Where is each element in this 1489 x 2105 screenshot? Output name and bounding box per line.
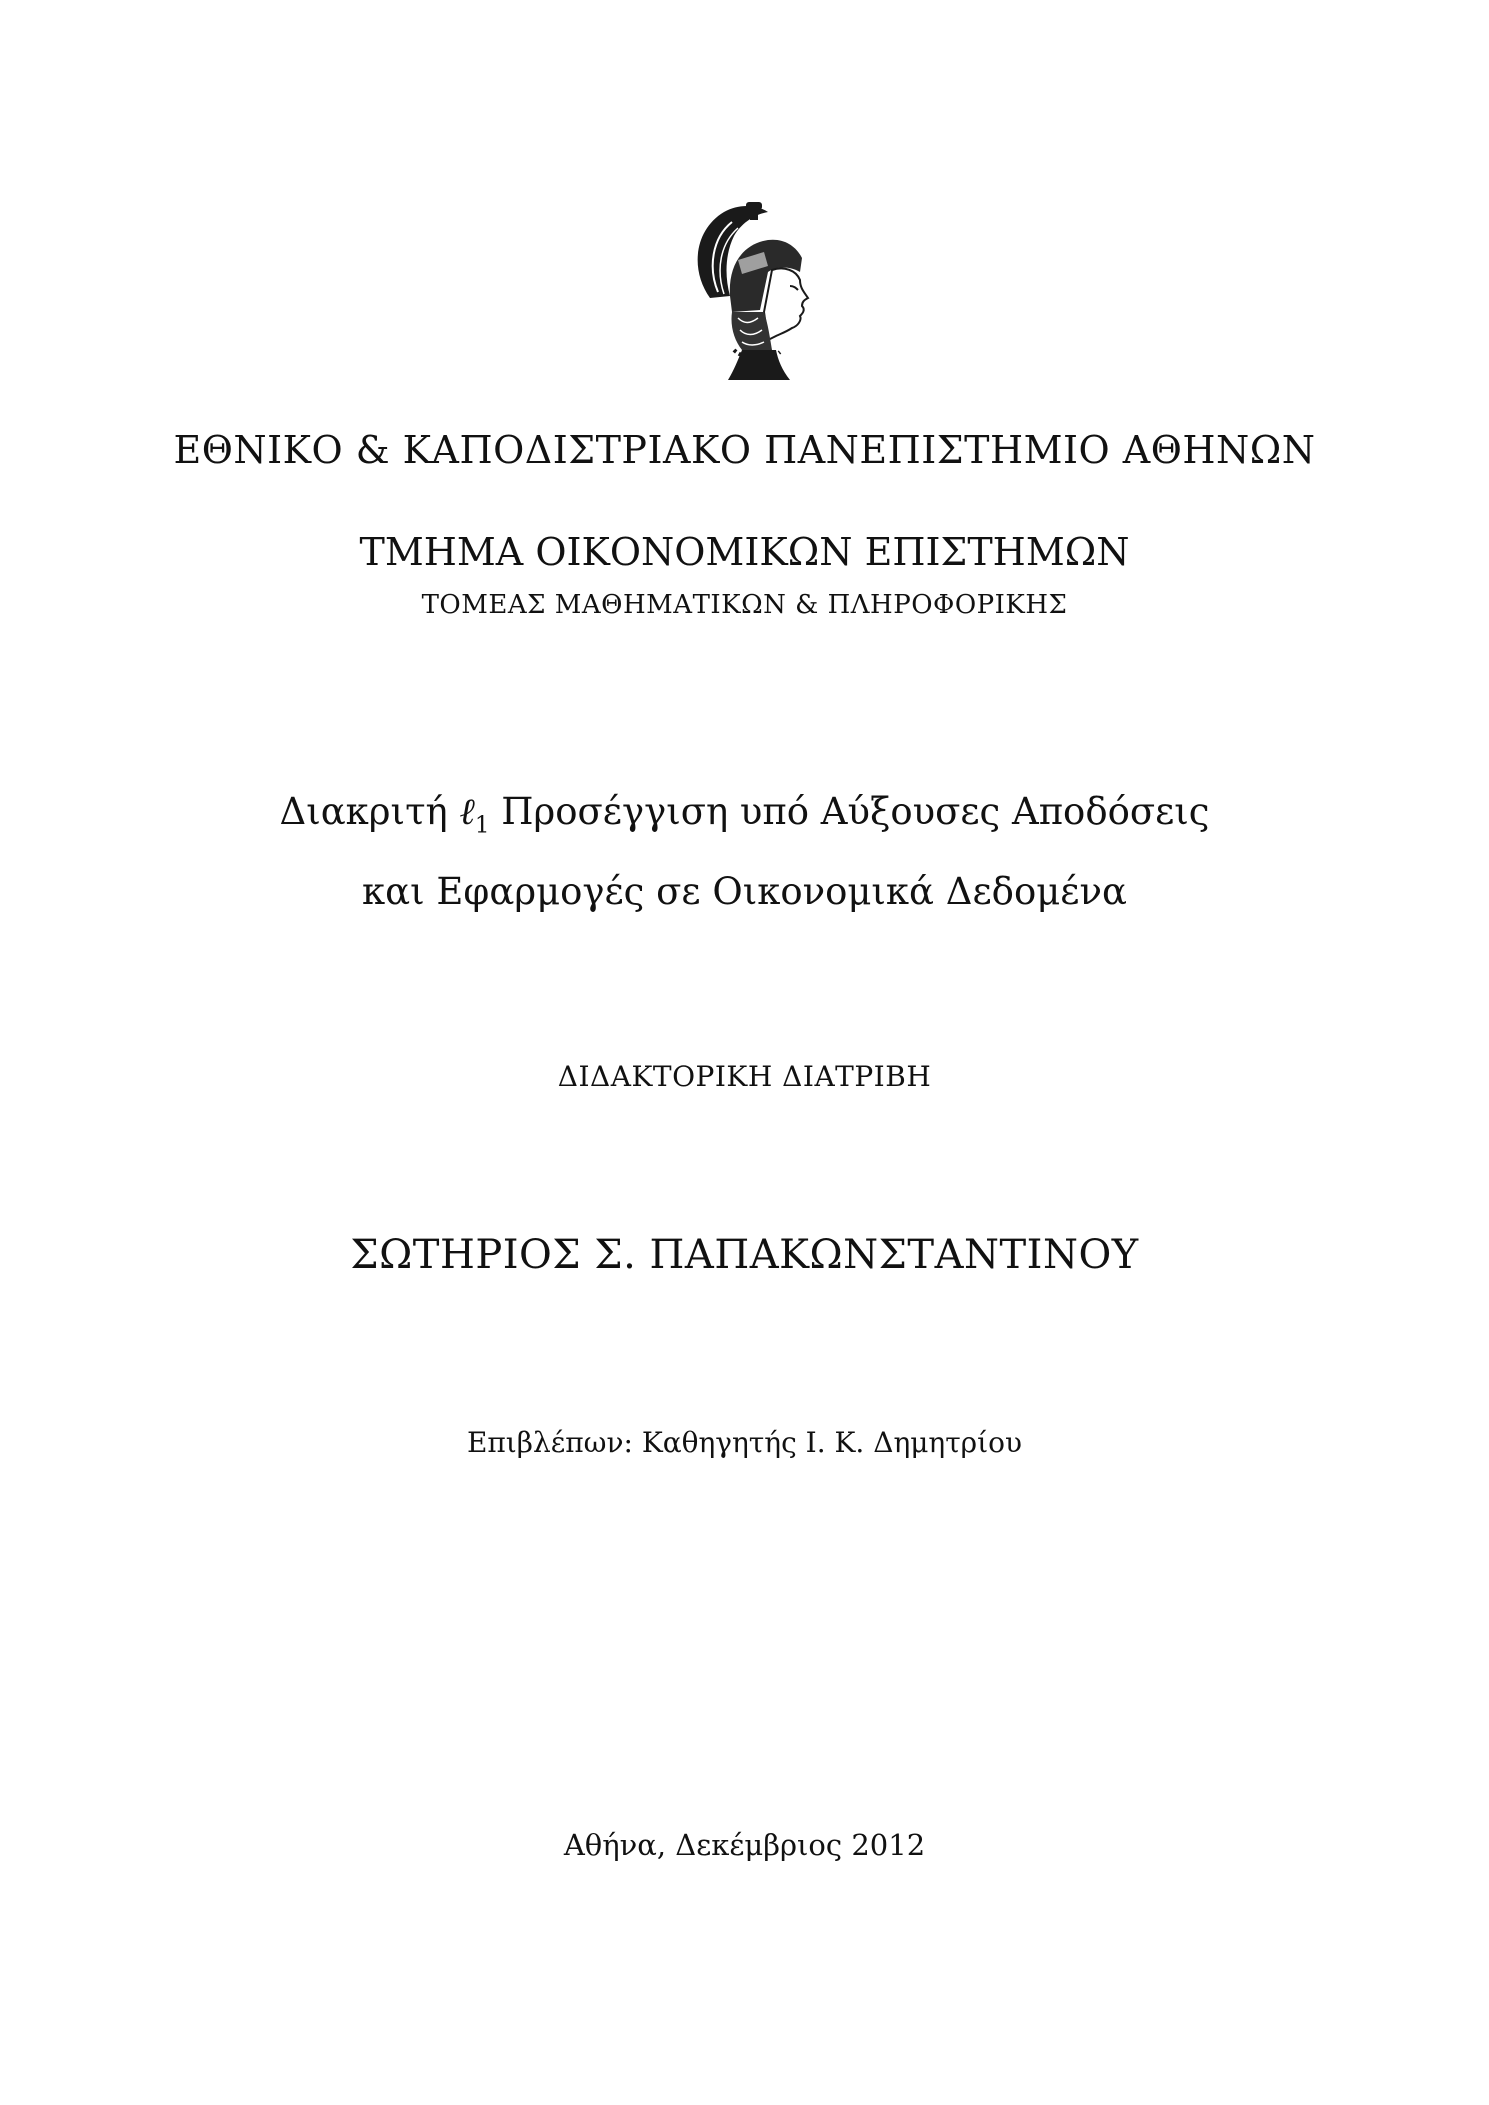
ell-symbol: ℓ$_1$ [459, 790, 490, 839]
thesis-title-line-2: και Εφαρμογές σε Οικονομικά Δεδομένα [362, 870, 1127, 913]
department-name: ΤΜΗΜΑ ΟΙΚΟΝΟΜΙΚΩΝ ΕΠΙΣΤΗΜΩΝ [359, 530, 1130, 574]
thesis-title-rest: Προσέγγιση υπό Αύξουσες Αποδόσεις [501, 790, 1210, 833]
author-name: ΣΩΤΗΡΙΟΣ Σ. ΠΑΠΑΚΩΝΣΤΑΝΤΙΝΟΥ [350, 1232, 1139, 1278]
division-name: ΤΟΜΕΑΣ ΜΑΘΗΜΑΤΙΚΩΝ & ΠΛΗΡΟΦΟΡΙΚΗΣ [421, 590, 1068, 620]
supervisor-name: Καθηγητής Ι. Κ. Δημητρίου [641, 1426, 1023, 1459]
supervisor-label: Επιβλέπων: [466, 1426, 633, 1459]
athena-helmet-emblem-icon [672, 200, 830, 385]
university-name: ΕΘΝΙΚΟ & ΚΑΠΟΔΙΣΤΡΙΑΚΟ ΠΑΝΕΠΙΣΤΗΜΙΟ ΑΘΗΝΩΝ [173, 428, 1316, 472]
supervisor-line [0, 1426, 1489, 1459]
place-and-date: Αθήνα, Δεκέμβριος 2012 [563, 1828, 926, 1862]
thesis-title-line-1 [0, 790, 1489, 838]
degree-type: ΔΙΔΑΚΤΟΡΙΚΗ ΔΙΑΤΡΙΒΗ [557, 1060, 932, 1093]
thesis-title-word: Διακριτή [279, 790, 448, 833]
